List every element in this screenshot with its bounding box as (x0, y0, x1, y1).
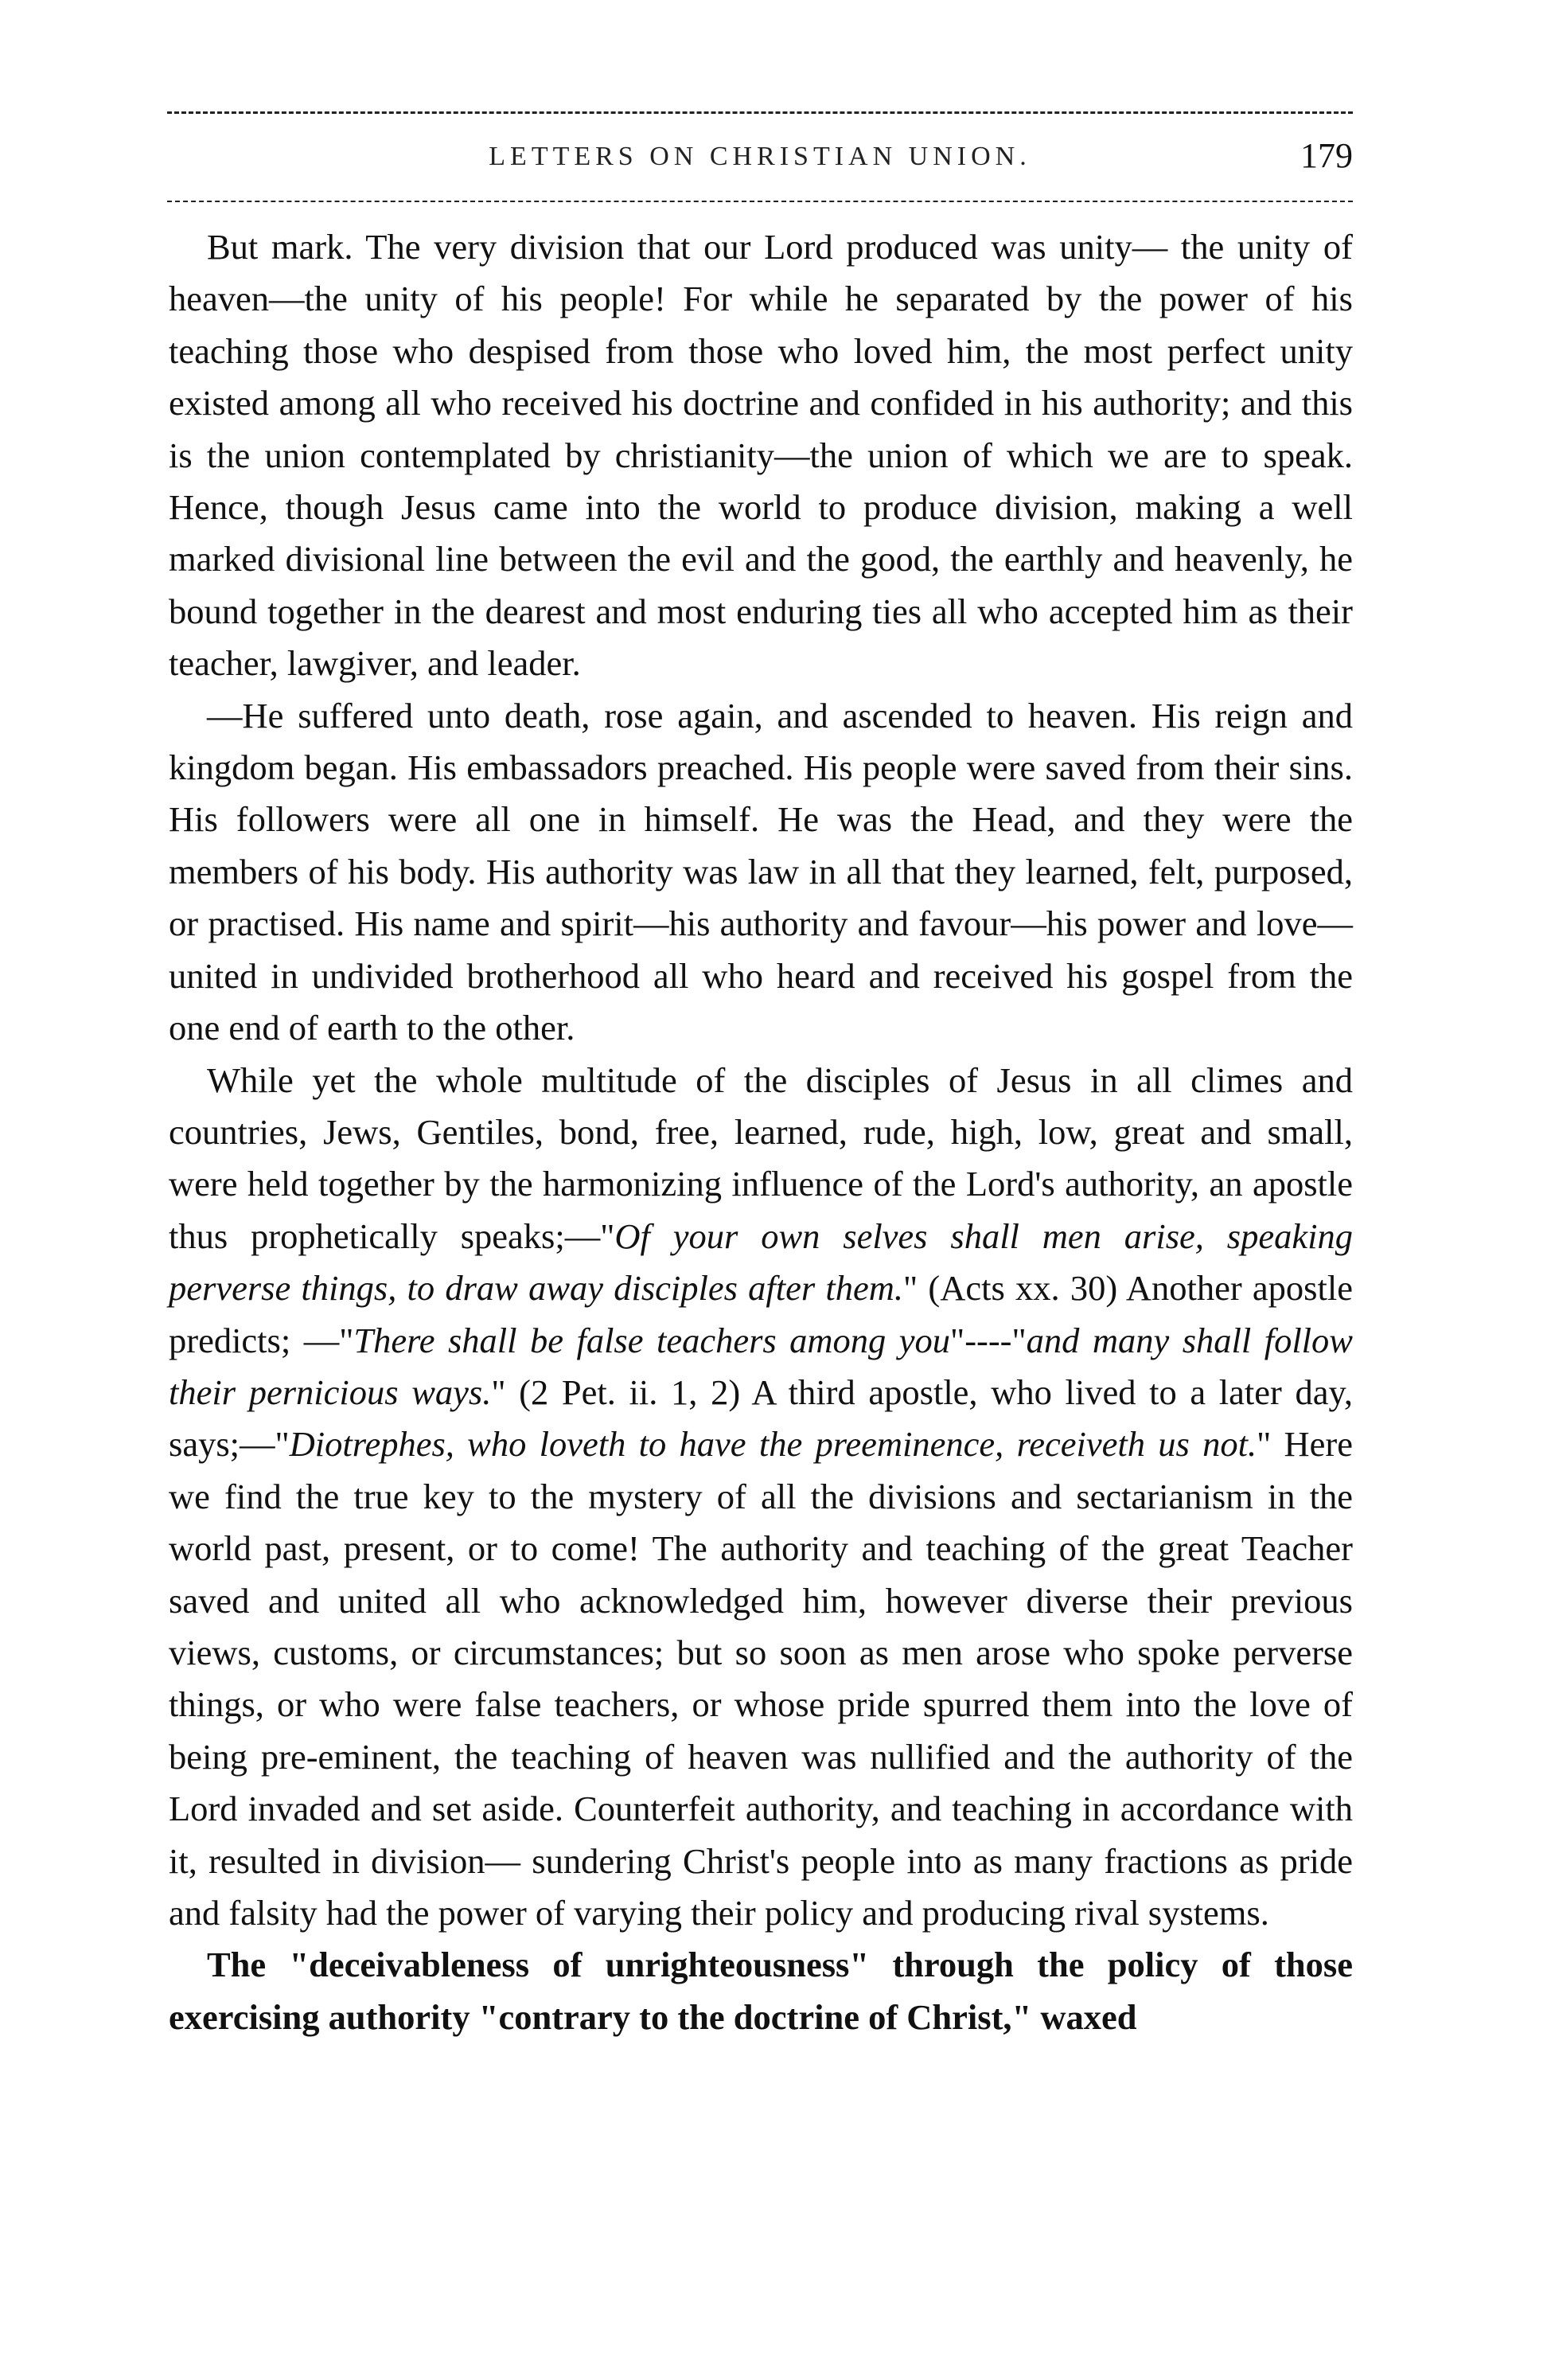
paragraph-3-text-c: "----" (950, 1320, 1027, 1360)
paragraph-3-text-a: While yet the whole multitude of the disciples of Jesus in all climes and countries, Jews, Gentiles, bond, free, learned, rude, high, low, great and small, were held together by the harmonizing influence of the Lord's authority, an apostle thus prophetically speaks;—" (169, 1059, 1353, 1256)
scripture-quote-john: Diotrephes, who loveth to have the preeminence, receiveth us not. (289, 1424, 1257, 1465)
scripture-quote-acts: Of your own selves shall men arise, speaking perverse things, to draw away disciples after them. (169, 1215, 1353, 1309)
paragraph-3-text-e: " Here we find the true key to the mystery of all the divisions and sectarianism in the world past, present, or to come! The authority and teaching of the great Teacher saved and united all who acknowledged him, however diverse their previous views, customs, or circumstances; but so soon as men arose who spoke perverse things, or who were false teachers, or whose pride spurred them into the love of being pre-eminent, the teaching of heaven was nullified and the authority of the Lord invaded and set aside. Counterfeit authority, and teaching in accordance with it, resulted in division— sundering Christ's people into as many fractions as pride and falsity had the power of varying their policy and producing rival systems. (169, 1424, 1353, 1933)
scripture-quote-peter-2: and many shall follow their pernicious ways. (169, 1320, 1353, 1412)
header-rule-bottom (167, 201, 1353, 202)
header-rule-top (167, 111, 1353, 114)
paragraph-4: The "deceivableness of unrighteousness" through the policy of those exercising authority "contrary to the doctrine of Christ," waxed (169, 1945, 1353, 2037)
running-head (167, 136, 1353, 189)
running-title: LETTERS ON CHRISTIAN UNION. (489, 142, 1031, 171)
body-text (169, 221, 1353, 2043)
paragraph-3-text-d: " (2 Pet. ii. 1, 2) A third apostle, who lived to a later day, says;—" (169, 1371, 1353, 1465)
scripture-quote-peter-1: There shall be false teachers among you (353, 1320, 951, 1360)
paragraph-1: But mark. The very division that our Lord produced was unity— the unity of heaven—the unity of his people! For while he separated by the power of his teaching those who despised from those who loved him, the most perfect unity existed among all who received his doctrine and confided in his authority; and this is the union contemplated by christianity—the union of which we are to speak. Hence, though Jesus came into the world to produce division, making a well marked divisional line between the evil and the good, the earthly and heavenly, he bound together in the dearest and most enduring ties all who accepted him as their teacher, lawgiver, and leader. (169, 227, 1353, 684)
paragraph-3-text-b: " (Acts xx. 30) Another apostle predicts; —" (169, 1268, 1353, 1360)
page-number: 179 (1300, 136, 1353, 175)
paragraph-2: —He suffered unto death, rose again, and ascended to heaven. His reign and kingdom began. His embassadors preached. His people were saved from their sins. His followers were all one in himself. He was the Head, and they were the members of his body. His authority was law in all that they learned, felt, purposed, or practised. His name and spirit—his authority and favour—his power and love— united in undivided brotherhood all who heard and received his gospel from the one end of earth to the other. (169, 695, 1353, 1048)
paragraph-3 (169, 1055, 1353, 1940)
